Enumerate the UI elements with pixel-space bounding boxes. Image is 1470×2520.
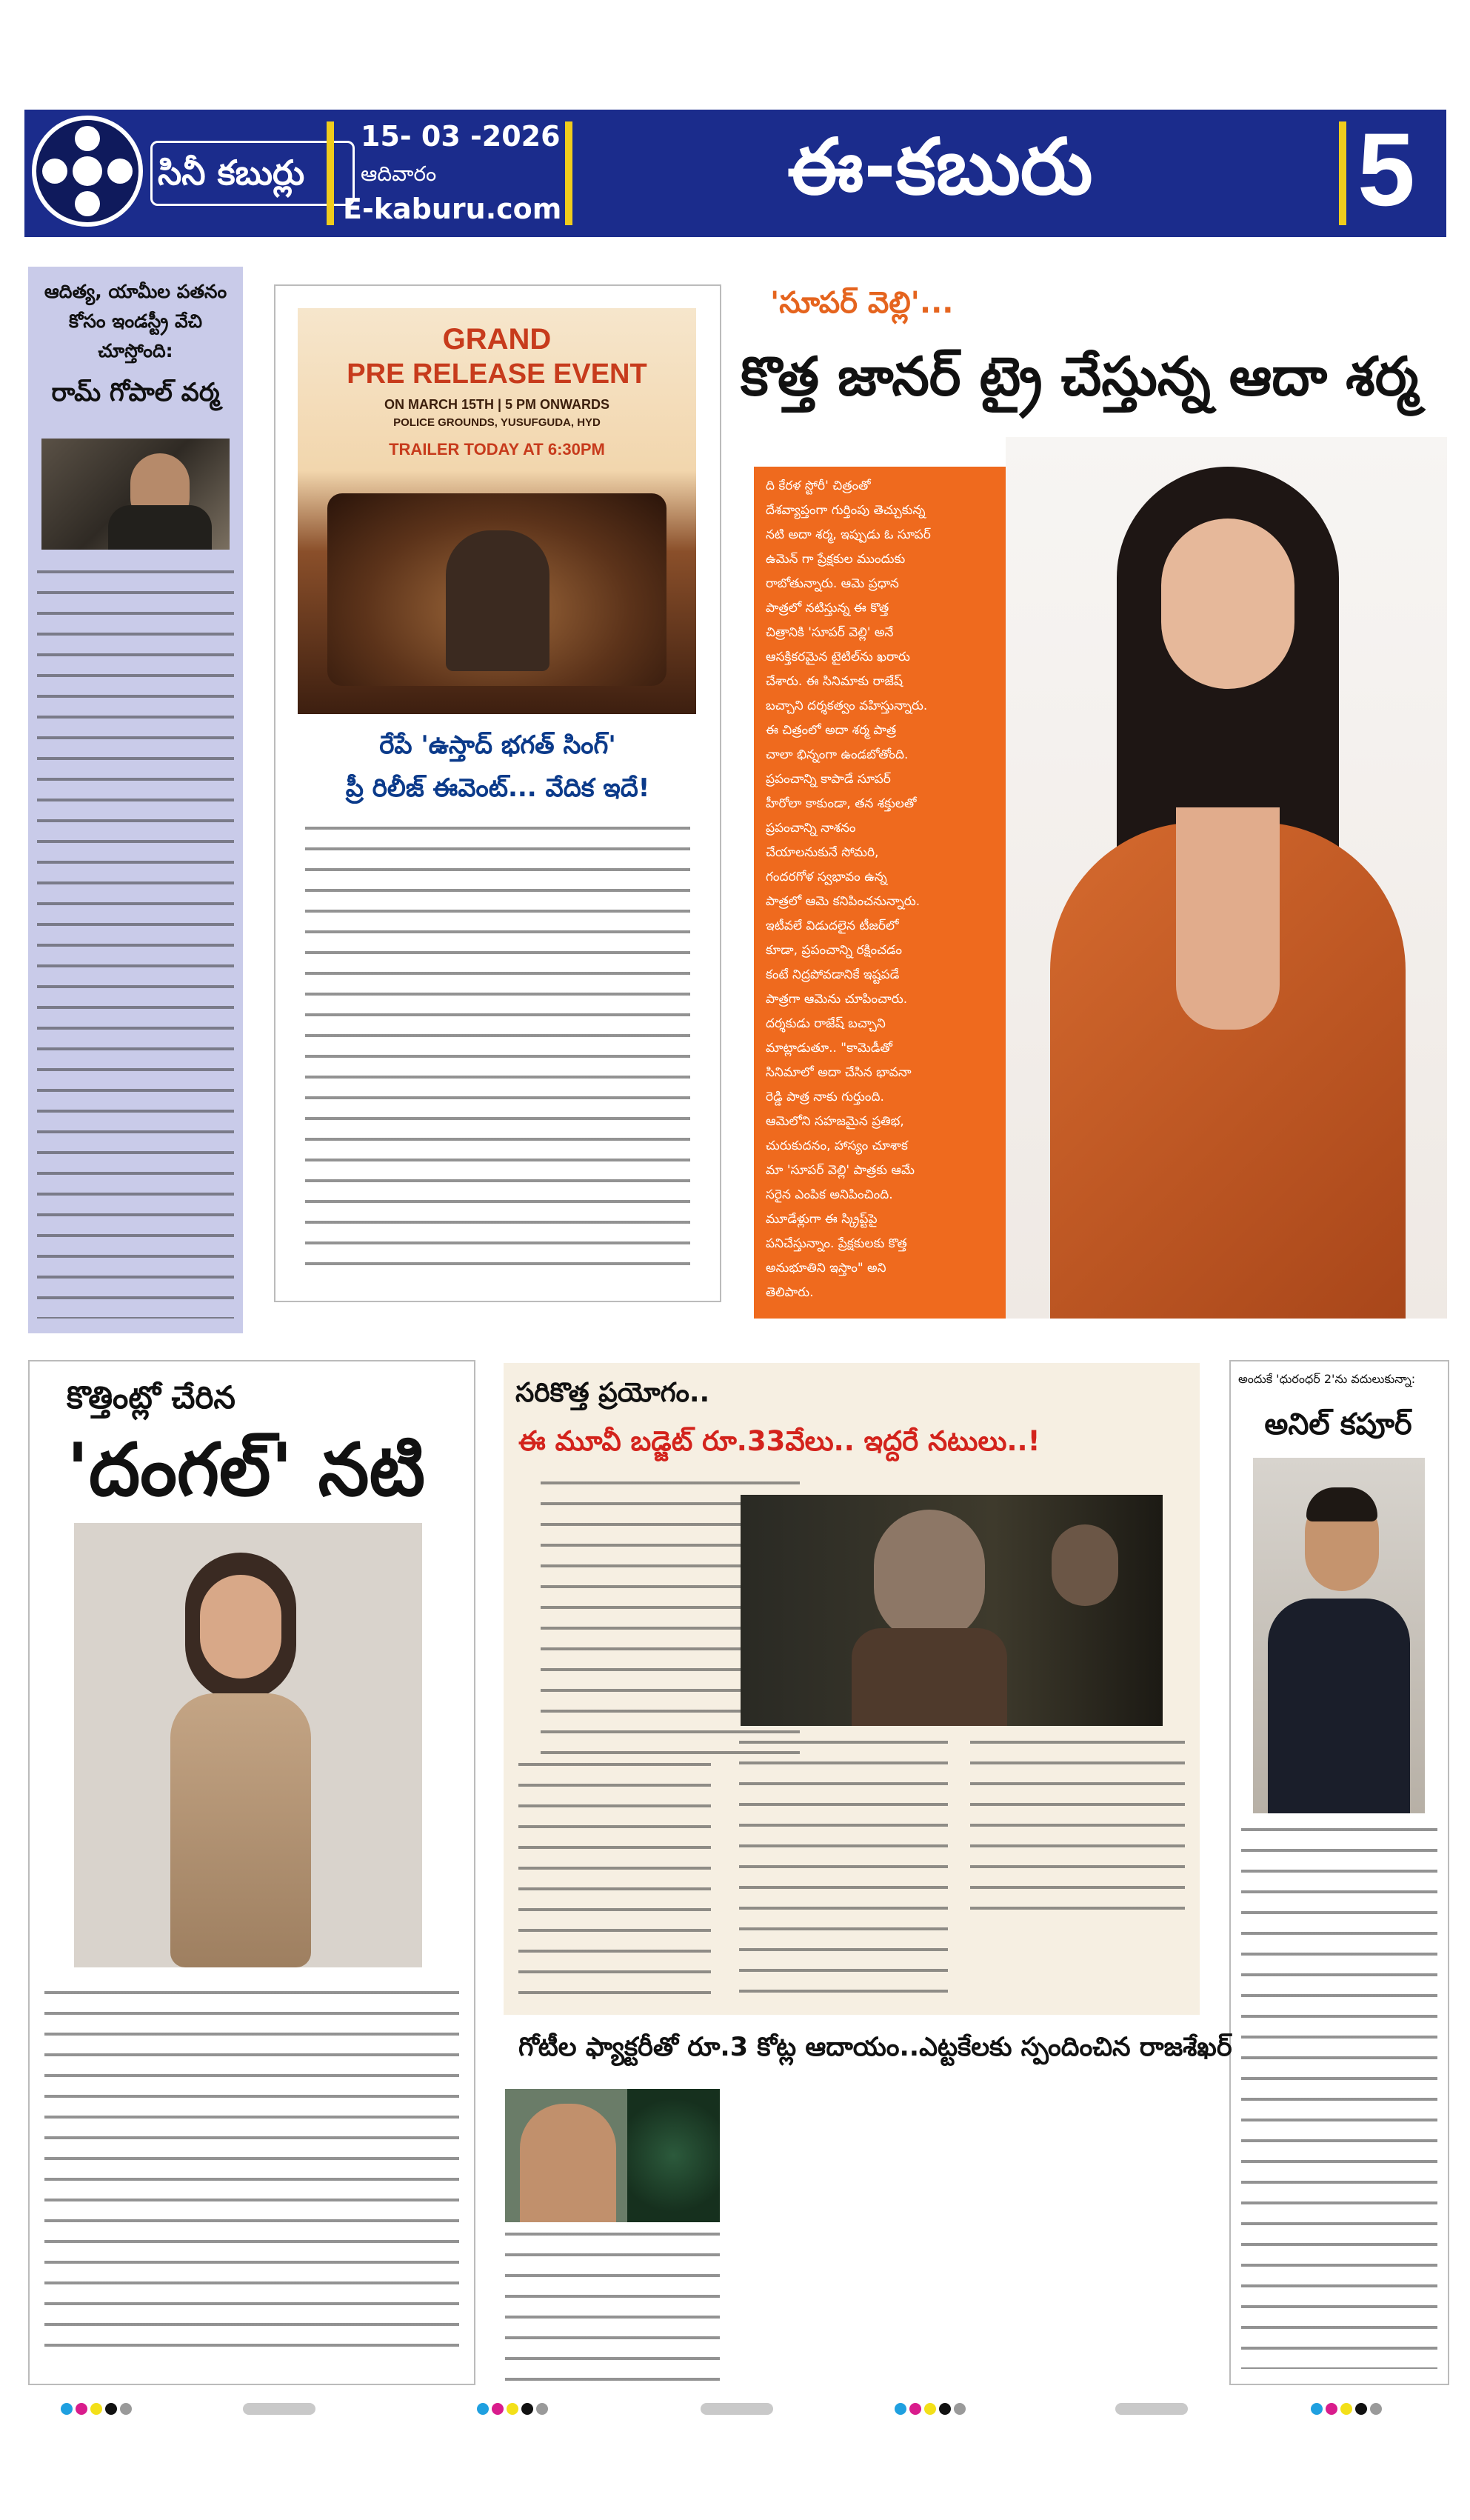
- dangal-headline: 'దంగల్' నటి: [67, 1428, 426, 1513]
- rgv-photo: [41, 439, 230, 550]
- adah-text-line: దేశవ్యాప్తంగా గుర్తింపు తెచ్చుకున్న: [766, 503, 926, 518]
- divider: [565, 121, 572, 225]
- neck-shape: [1176, 807, 1280, 1030]
- issue-day: ఆదివారం: [361, 161, 437, 186]
- budget-text-col3: [739, 1741, 948, 2000]
- section-label: సినీ కబుర్లు: [158, 153, 305, 193]
- adah-text-line: పనిచేస్తున్నాం. ప్రేక్షకులకు కొత్త: [766, 1236, 907, 1251]
- adah-text-line: ది కేరళ స్టోరీ' చిత్రంతో: [766, 479, 871, 493]
- ustaad-article: [274, 284, 721, 1302]
- adah-text-line: పాత్రలో నటిస్తున్న ఈ కొత్త: [766, 601, 889, 616]
- print-registration-marks: [0, 2400, 1470, 2430]
- budget-still-photo: [741, 1495, 1163, 1726]
- dangal-article-text: [44, 1991, 459, 2361]
- anil-article-text: [1241, 1828, 1437, 2369]
- adah-text-line: ఆసక్తికరమైన టైటిల్‌ను ఖరారు: [766, 650, 910, 664]
- rajasekhar-text-col2: [505, 2233, 720, 2385]
- ustaad-headline-1: రేపే 'ఉస్తాద్ భగత్ సింగ్': [379, 730, 616, 760]
- adah-text-line: మూడేళ్లుగా ఈ స్క్రిప్ట్‌పై: [766, 1212, 878, 1227]
- poster-date: ON MARCH 15TH | 5 PM ONWARDS: [384, 397, 610, 412]
- rajasekhar-photo: [505, 2089, 720, 2222]
- poster-title-1: GRAND: [442, 323, 552, 356]
- rgv-headline: ఆదిత్య, యామీల పతనం కోసం ఇండస్ట్రీ వేచి చూస్తోంది:: [44, 281, 227, 361]
- adah-headline: కొత్త జానర్ ట్రై చేస్తున్న ఆదా శర్మ: [741, 345, 1419, 407]
- rgv-column: [28, 267, 243, 1333]
- adah-text-line: చిత్రానికి 'సూపర్ వెల్లి' అనే: [766, 625, 894, 640]
- adah-text-line: మాట్లాడుతూ.. "కామెడీతో: [766, 1041, 892, 1056]
- adah-text-line: సరైన ఎంపిక అనిపించింది.: [766, 1187, 893, 1202]
- adah-text-line: ఉమెన్ గా ప్రేక్షకుల ముందుకు: [766, 552, 906, 567]
- adah-text-line: పాత్రగా ఆమెను చూపించారు.: [766, 992, 908, 1007]
- adah-text-line: సినిమాలో అదా చేసిన భావనా: [766, 1065, 912, 1080]
- adah-text-line: పాత్రలో ఆమె కనిపించనున్నారు.: [766, 894, 921, 909]
- adah-text-line: నటి అదా శర్మ, ఇప్పుడు ఓ సూపర్: [766, 527, 931, 542]
- film-reel-logo-icon: [32, 116, 150, 231]
- face-shape: [1161, 519, 1294, 689]
- adah-text-line: బచ్చాని దర్శకత్వం వహిస్తున్నారు.: [766, 699, 928, 713]
- budget-headline: ఈ మూవీ బడ్జెట్ రూ.33వేలు.. ఇద్దరే నటులు..!: [518, 1425, 1040, 1457]
- budget-text-col2: [518, 1763, 711, 2000]
- ustaad-poster: [298, 308, 696, 714]
- adah-text-line: గందరగోళ స్వభావం ఉన్న: [766, 870, 887, 884]
- adah-text-line: ఇటీవలే విడుదలైన టీజర్‌లో: [766, 919, 899, 933]
- adah-text-line: రెడ్డి పాత్ర నాకు గుర్తుంది.: [766, 1090, 884, 1104]
- poster-trailer: TRAILER TODAY AT 6:30PM: [389, 440, 605, 459]
- rgv-article-text: [37, 570, 234, 1319]
- adah-text-line: మా 'సూపర్ వెల్లి' పాత్రకు ఆమే: [766, 1163, 915, 1178]
- adah-text-line: చేశారు. ఈ సినిమాకు రాజేష్: [766, 674, 903, 689]
- poster-hero-figure: [446, 530, 549, 671]
- adah-text-box: [754, 467, 1006, 1319]
- adah-text-line: ఆమెలోని సహజమైన ప్రతిభ,: [766, 1114, 904, 1129]
- anil-photo: [1253, 1458, 1425, 1813]
- adah-text-line: హీరోలా కాకుండా, తన శక్తులతో: [766, 796, 917, 811]
- adah-text-line: ప్రపంచాన్ని కాపాడే సూపర్: [766, 772, 891, 787]
- budget-article: [504, 1363, 1200, 2015]
- ustaad-headline-2: ప్రీ రిలీజ్ ఈవెంట్... వేదిక ఇదే!: [345, 773, 650, 803]
- rajasekhar-headline: గోటీల ఫ్యాక్టరీతో రూ.3 కోట్ల ఆదాయం..ఎట్టకేలకు స్పందించిన రాజశేఖర్: [518, 2033, 1232, 2062]
- budget-kicker: సరికొత్త ప్రయోగం..: [515, 1378, 710, 1408]
- adah-text-line: తెలిపారు.: [766, 1285, 814, 1300]
- anil-article: [1229, 1360, 1449, 2385]
- ustaad-article-text: [305, 827, 690, 1279]
- adah-text-line: కూడా, ప్రపంచాన్ని రక్షించడం: [766, 943, 902, 958]
- dangal-kicker: కొత్తింట్లో చేరిన: [67, 1379, 235, 1416]
- masthead-bar: [24, 110, 1446, 237]
- dangal-photo: [74, 1523, 422, 1967]
- adah-text-line: ప్రపంచాన్ని నాశనం: [766, 821, 856, 836]
- adah-text-line: దర్శకుడు రాజేష్ బచ్చాని: [766, 1016, 886, 1031]
- page-number: 5: [1357, 111, 1415, 227]
- site-url[interactable]: E-kaburu.com: [343, 193, 562, 225]
- dangal-article: [28, 1360, 475, 2385]
- adah-text-line: చురుకుదనం, హాస్యం చూశాక: [766, 1139, 908, 1153]
- poster-venue: POLICE GROUNDS, YUSUFGUDA, HYD: [393, 416, 601, 429]
- adah-photo: [1006, 437, 1447, 1319]
- adah-text-line: చాలా భిన్నంగా ఉండబోతోంది.: [766, 747, 909, 762]
- issue-date: 15- 03 -2026: [361, 120, 561, 153]
- adah-text-line: రాబోతున్నారు. ఆమె ప్రధాన: [766, 576, 899, 591]
- divider: [1339, 121, 1346, 225]
- budget-text-col4: [970, 1741, 1185, 1911]
- adah-text-line: చేయాలనుకునే సోమరి,: [766, 845, 879, 860]
- poster-title-2: PRE RELEASE EVENT: [347, 359, 647, 390]
- adah-text-line: కంటే నిద్రపోవడానికే ఇష్టపడే: [766, 967, 900, 982]
- rgv-name: రామ్ గోపాల్ వర్మ: [51, 378, 220, 407]
- adah-article-text: [766, 474, 1003, 1305]
- adah-text-line: ఈ చిత్రంలో అదా శర్మ పాత్ర: [766, 723, 897, 738]
- paper-title: ఈ-కబురు: [787, 121, 1093, 212]
- anil-name: అనిల్ కపూర్: [1264, 1407, 1412, 1441]
- adah-text-line: అనుభూతిని ఇస్తాం" అని: [766, 1261, 886, 1276]
- adah-kicker: 'సూపర్ వెల్లి'...: [770, 286, 954, 320]
- divider: [327, 121, 334, 225]
- anil-kicker: అందుకే 'ధురంధర్ 2'ను వదులుకున్నా:: [1238, 1372, 1416, 1386]
